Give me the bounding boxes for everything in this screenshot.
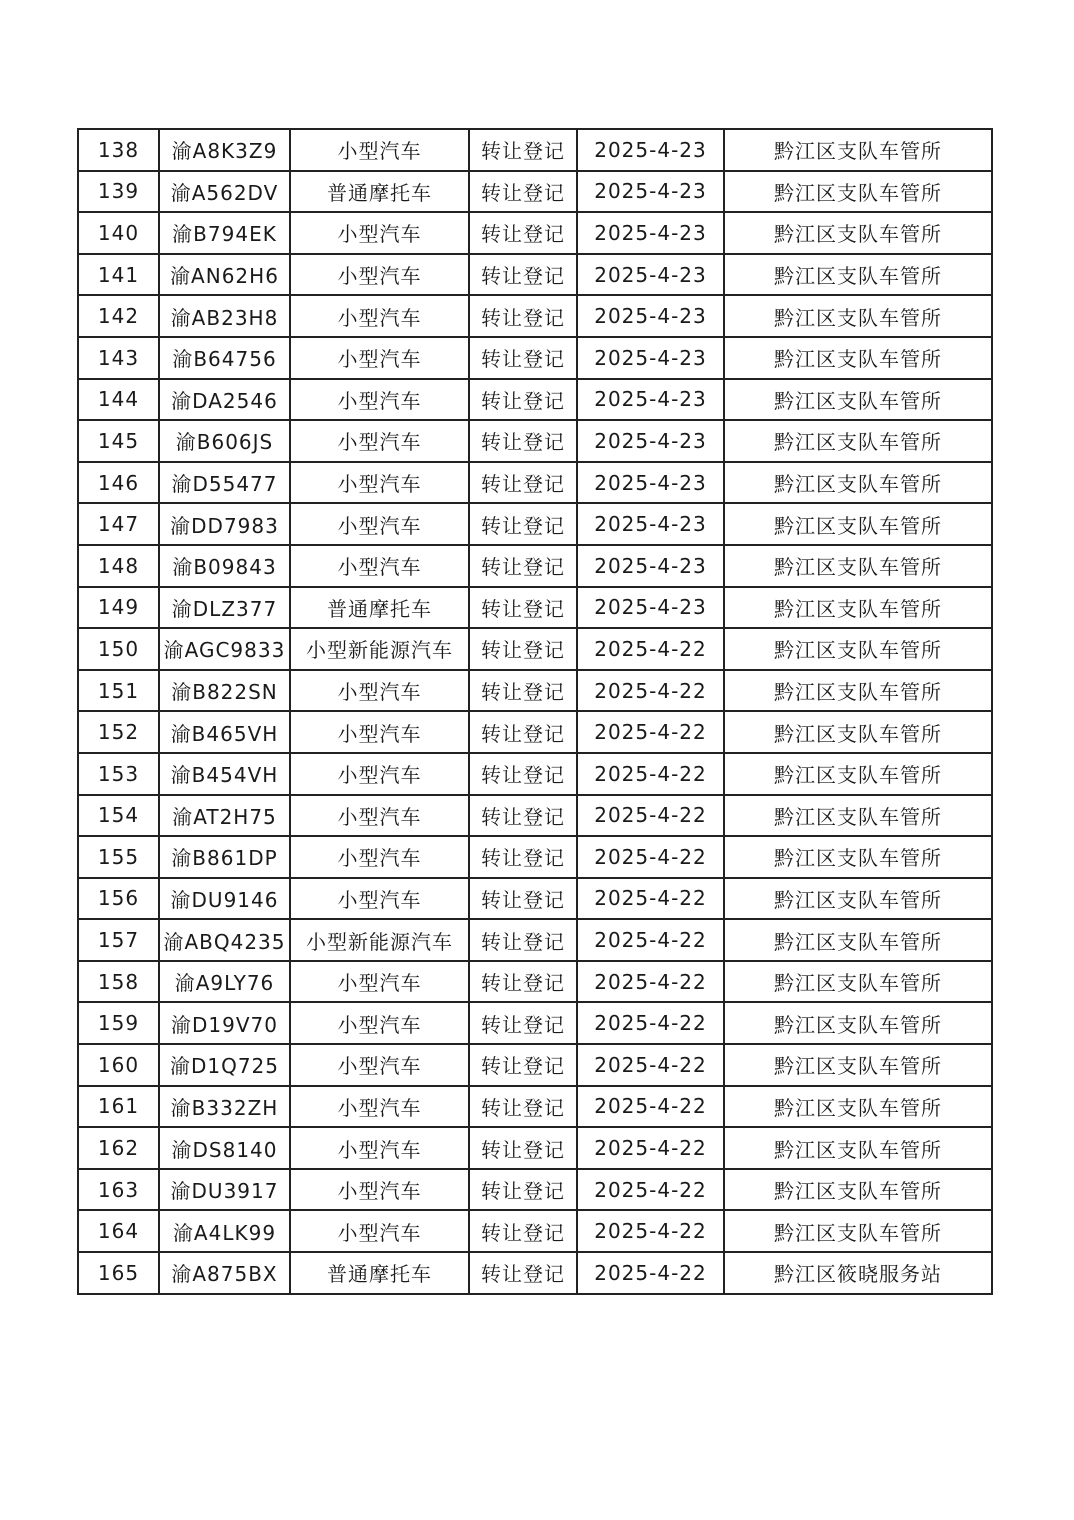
date-cell: 2025-4-22: [577, 878, 724, 920]
business-type-cell: 转让登记: [469, 961, 577, 1003]
table-row: [78, 795, 992, 837]
row-number-cell: 139: [78, 171, 159, 213]
table-row: [78, 919, 992, 961]
office-cell: 黔江区支队车管所: [724, 212, 992, 254]
table-row: [78, 1044, 992, 1086]
table-row: [78, 254, 992, 296]
vehicle-type-cell: 小型汽车: [290, 1044, 469, 1086]
plate-number-cell: 渝DU3917: [159, 1169, 290, 1211]
office-cell: 黔江区支队车管所: [724, 337, 992, 379]
date-cell: 2025-4-22: [577, 961, 724, 1003]
vehicle-type-cell: 小型新能源汽车: [290, 919, 469, 961]
office-cell: 黔江区支队车管所: [724, 545, 992, 587]
row-number-cell: 143: [78, 337, 159, 379]
office-cell: 黔江区支队车管所: [724, 295, 992, 337]
date-cell: 2025-4-23: [577, 503, 724, 545]
vehicle-type-cell: 小型汽车: [290, 503, 469, 545]
plate-number-cell: 渝A8K3Z9: [159, 129, 290, 171]
plate-number-cell: 渝B09843: [159, 545, 290, 587]
business-type-cell: 转让登记: [469, 711, 577, 753]
table-row: [78, 878, 992, 920]
plate-number-cell: 渝ABQ4235: [159, 919, 290, 961]
row-number-cell: 155: [78, 836, 159, 878]
plate-number-cell: 渝A9LY76: [159, 961, 290, 1003]
business-type-cell: 转让登记: [469, 795, 577, 837]
table-row: [78, 670, 992, 712]
table-row: [78, 503, 992, 545]
business-type-cell: 转让登记: [469, 628, 577, 670]
table-row: [78, 1252, 992, 1294]
plate-number-cell: 渝AGC9833: [159, 628, 290, 670]
vehicle-type-cell: 小型汽车: [290, 878, 469, 920]
office-cell: 黔江区支队车管所: [724, 878, 992, 920]
table-row: [78, 961, 992, 1003]
row-number-cell: 141: [78, 254, 159, 296]
row-number-cell: 144: [78, 379, 159, 421]
plate-number-cell: 渝B454VH: [159, 753, 290, 795]
business-type-cell: 转让登记: [469, 379, 577, 421]
row-number-cell: 163: [78, 1169, 159, 1211]
vehicle-type-cell: 普通摩托车: [290, 587, 469, 629]
date-cell: 2025-4-23: [577, 212, 724, 254]
table-row: [78, 129, 992, 171]
office-cell: 黔江区支队车管所: [724, 753, 992, 795]
row-number-cell: 157: [78, 919, 159, 961]
business-type-cell: 转让登记: [469, 587, 577, 629]
table-row: [78, 545, 992, 587]
vehicle-type-cell: 小型汽车: [290, 711, 469, 753]
business-type-cell: 转让登记: [469, 337, 577, 379]
plate-number-cell: 渝A875BX: [159, 1252, 290, 1294]
date-cell: 2025-4-23: [577, 379, 724, 421]
date-cell: 2025-4-22: [577, 1002, 724, 1044]
office-cell: 黔江区支队车管所: [724, 171, 992, 213]
table-row: [78, 171, 992, 213]
row-number-cell: 147: [78, 503, 159, 545]
plate-number-cell: 渝A4LK99: [159, 1210, 290, 1252]
vehicle-type-cell: 小型汽车: [290, 795, 469, 837]
table-row: [78, 1002, 992, 1044]
date-cell: 2025-4-23: [577, 420, 724, 462]
vehicle-type-cell: 小型汽车: [290, 753, 469, 795]
business-type-cell: 转让登记: [469, 212, 577, 254]
office-cell: 黔江区支队车管所: [724, 961, 992, 1003]
vehicle-type-cell: 小型汽车: [290, 462, 469, 504]
vehicle-type-cell: 小型汽车: [290, 1169, 469, 1211]
plate-number-cell: 渝D55477: [159, 462, 290, 504]
plate-number-cell: 渝DLZ377: [159, 587, 290, 629]
business-type-cell: 转让登记: [469, 1169, 577, 1211]
date-cell: 2025-4-22: [577, 1169, 724, 1211]
vehicle-registration-table: [77, 128, 993, 1295]
vehicle-type-cell: 小型汽车: [290, 1002, 469, 1044]
table-row: [78, 337, 992, 379]
table-row: [78, 1210, 992, 1252]
vehicle-type-cell: 小型汽车: [290, 545, 469, 587]
plate-number-cell: 渝DS8140: [159, 1127, 290, 1169]
business-type-cell: 转让登记: [469, 1210, 577, 1252]
office-cell: 黔江区支队车管所: [724, 1044, 992, 1086]
row-number-cell: 146: [78, 462, 159, 504]
table-row: [78, 1169, 992, 1211]
plate-number-cell: 渝AN62H6: [159, 254, 290, 296]
row-number-cell: 150: [78, 628, 159, 670]
business-type-cell: 转让登记: [469, 878, 577, 920]
row-number-cell: 148: [78, 545, 159, 587]
table-row: [78, 379, 992, 421]
date-cell: 2025-4-22: [577, 1252, 724, 1294]
date-cell: 2025-4-22: [577, 670, 724, 712]
office-cell: 黔江区支队车管所: [724, 503, 992, 545]
table-row: [78, 628, 992, 670]
vehicle-type-cell: 小型汽车: [290, 1086, 469, 1128]
business-type-cell: 转让登记: [469, 1044, 577, 1086]
date-cell: 2025-4-22: [577, 1086, 724, 1128]
office-cell: 黔江区支队车管所: [724, 1002, 992, 1044]
plate-number-cell: 渝D1Q725: [159, 1044, 290, 1086]
row-number-cell: 162: [78, 1127, 159, 1169]
row-number-cell: 159: [78, 1002, 159, 1044]
table-row: [78, 212, 992, 254]
office-cell: 黔江区支队车管所: [724, 462, 992, 504]
date-cell: 2025-4-23: [577, 171, 724, 213]
date-cell: 2025-4-22: [577, 628, 724, 670]
date-cell: 2025-4-22: [577, 836, 724, 878]
office-cell: 黔江区支队车管所: [724, 254, 992, 296]
business-type-cell: 转让登记: [469, 670, 577, 712]
date-cell: 2025-4-22: [577, 1127, 724, 1169]
business-type-cell: 转让登记: [469, 1086, 577, 1128]
vehicle-type-cell: 小型汽车: [290, 212, 469, 254]
row-number-cell: 153: [78, 753, 159, 795]
vehicle-type-cell: 小型汽车: [290, 337, 469, 379]
row-number-cell: 142: [78, 295, 159, 337]
date-cell: 2025-4-23: [577, 295, 724, 337]
date-cell: 2025-4-23: [577, 462, 724, 504]
office-cell: 黔江区支队车管所: [724, 129, 992, 171]
office-cell: 黔江区支队车管所: [724, 628, 992, 670]
business-type-cell: 转让登记: [469, 836, 577, 878]
table-row: [78, 462, 992, 504]
business-type-cell: 转让登记: [469, 1127, 577, 1169]
plate-number-cell: 渝B64756: [159, 337, 290, 379]
date-cell: 2025-4-23: [577, 545, 724, 587]
business-type-cell: 转让登记: [469, 420, 577, 462]
business-type-cell: 转让登记: [469, 753, 577, 795]
vehicle-type-cell: 小型汽车: [290, 420, 469, 462]
vehicle-type-cell: 小型汽车: [290, 1210, 469, 1252]
office-cell: 黔江区支队车管所: [724, 1169, 992, 1211]
plate-number-cell: 渝B606JS: [159, 420, 290, 462]
business-type-cell: 转让登记: [469, 129, 577, 171]
row-number-cell: 145: [78, 420, 159, 462]
row-number-cell: 140: [78, 212, 159, 254]
office-cell: 黔江区筱晓服务站: [724, 1252, 992, 1294]
office-cell: 黔江区支队车管所: [724, 1086, 992, 1128]
vehicle-type-cell: 普通摩托车: [290, 171, 469, 213]
office-cell: 黔江区支队车管所: [724, 420, 992, 462]
office-cell: 黔江区支队车管所: [724, 379, 992, 421]
row-number-cell: 138: [78, 129, 159, 171]
plate-number-cell: 渝DA2546: [159, 379, 290, 421]
plate-number-cell: 渝AT2H75: [159, 795, 290, 837]
table-row: [78, 420, 992, 462]
row-number-cell: 165: [78, 1252, 159, 1294]
office-cell: 黔江区支队车管所: [724, 919, 992, 961]
date-cell: 2025-4-22: [577, 711, 724, 753]
date-cell: 2025-4-23: [577, 254, 724, 296]
row-number-cell: 154: [78, 795, 159, 837]
table-row: [78, 1127, 992, 1169]
row-number-cell: 152: [78, 711, 159, 753]
business-type-cell: 转让登记: [469, 1252, 577, 1294]
plate-number-cell: 渝D19V70: [159, 1002, 290, 1044]
office-cell: 黔江区支队车管所: [724, 711, 992, 753]
vehicle-type-cell: 普通摩托车: [290, 1252, 469, 1294]
date-cell: 2025-4-23: [577, 337, 724, 379]
table-body: [78, 129, 992, 1294]
office-cell: 黔江区支队车管所: [724, 587, 992, 629]
plate-number-cell: 渝B465VH: [159, 711, 290, 753]
plate-number-cell: 渝A562DV: [159, 171, 290, 213]
plate-number-cell: 渝AB23H8: [159, 295, 290, 337]
business-type-cell: 转让登记: [469, 462, 577, 504]
vehicle-type-cell: 小型汽车: [290, 836, 469, 878]
vehicle-type-cell: 小型汽车: [290, 961, 469, 1003]
row-number-cell: 164: [78, 1210, 159, 1252]
office-cell: 黔江区支队车管所: [724, 670, 992, 712]
plate-number-cell: 渝B822SN: [159, 670, 290, 712]
table-row: [78, 711, 992, 753]
row-number-cell: 161: [78, 1086, 159, 1128]
vehicle-type-cell: 小型汽车: [290, 1127, 469, 1169]
table-row: [78, 587, 992, 629]
table-row: [78, 295, 992, 337]
date-cell: 2025-4-22: [577, 1210, 724, 1252]
date-cell: 2025-4-22: [577, 919, 724, 961]
business-type-cell: 转让登记: [469, 1002, 577, 1044]
vehicle-type-cell: 小型汽车: [290, 254, 469, 296]
plate-number-cell: 渝B332ZH: [159, 1086, 290, 1128]
plate-number-cell: 渝B794EK: [159, 212, 290, 254]
row-number-cell: 151: [78, 670, 159, 712]
row-number-cell: 160: [78, 1044, 159, 1086]
office-cell: 黔江区支队车管所: [724, 1127, 992, 1169]
business-type-cell: 转让登记: [469, 171, 577, 213]
table-row: [78, 1086, 992, 1128]
table-row: [78, 836, 992, 878]
office-cell: 黔江区支队车管所: [724, 795, 992, 837]
business-type-cell: 转让登记: [469, 545, 577, 587]
vehicle-type-cell: 小型汽车: [290, 379, 469, 421]
plate-number-cell: 渝DD7983: [159, 503, 290, 545]
business-type-cell: 转让登记: [469, 919, 577, 961]
office-cell: 黔江区支队车管所: [724, 1210, 992, 1252]
business-type-cell: 转让登记: [469, 503, 577, 545]
vehicle-type-cell: 小型汽车: [290, 295, 469, 337]
business-type-cell: 转让登记: [469, 254, 577, 296]
office-cell: 黔江区支队车管所: [724, 836, 992, 878]
table-row: [78, 753, 992, 795]
date-cell: 2025-4-22: [577, 795, 724, 837]
vehicle-type-cell: 小型新能源汽车: [290, 628, 469, 670]
vehicle-type-cell: 小型汽车: [290, 129, 469, 171]
row-number-cell: 158: [78, 961, 159, 1003]
date-cell: 2025-4-22: [577, 753, 724, 795]
business-type-cell: 转让登记: [469, 295, 577, 337]
plate-number-cell: 渝B861DP: [159, 836, 290, 878]
row-number-cell: 149: [78, 587, 159, 629]
date-cell: 2025-4-22: [577, 1044, 724, 1086]
row-number-cell: 156: [78, 878, 159, 920]
date-cell: 2025-4-23: [577, 587, 724, 629]
date-cell: 2025-4-23: [577, 129, 724, 171]
plate-number-cell: 渝DU9146: [159, 878, 290, 920]
vehicle-type-cell: 小型汽车: [290, 670, 469, 712]
